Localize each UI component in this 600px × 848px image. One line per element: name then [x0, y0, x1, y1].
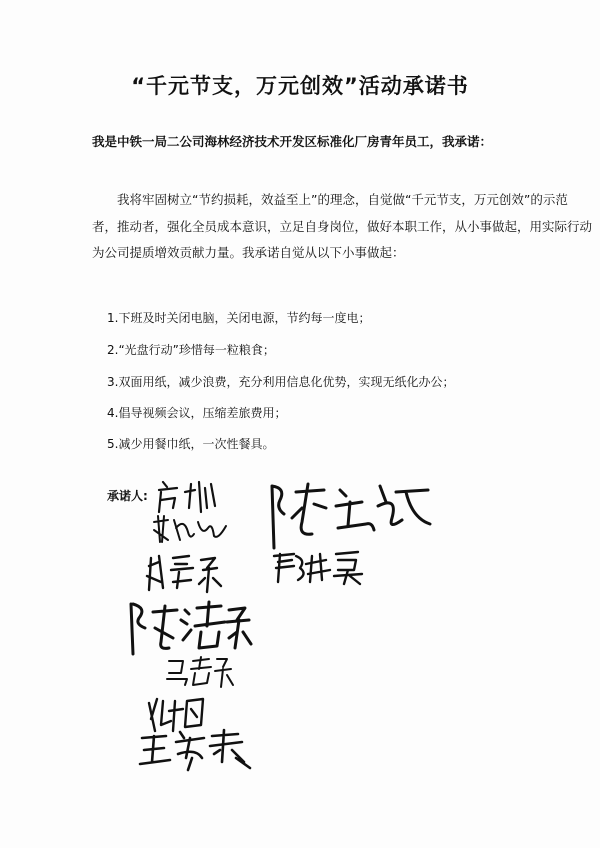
handwritten-signature	[140, 728, 260, 773]
handwritten-signature	[270, 548, 365, 588]
commitment-item: 2.“光盘行动”珍惜每一粒粮食；	[107, 343, 275, 357]
commitment-item: 1.下班及时关闭电脑，关闭电源，节约每一度电；	[107, 311, 371, 325]
handwritten-signature	[262, 478, 432, 553]
signer-label: 承诺人:	[107, 489, 148, 503]
paragraph-line: 我将牢固树立“节约损耗，效益至上”的理念，自觉做“千元节支，万元创效”的示范	[117, 192, 568, 207]
handwritten-signature	[145, 552, 225, 597]
document-title: “千元节支，万元创效”活动承诺书	[131, 74, 469, 98]
paragraph-line: 者，推动者，强化全员成本意识，立足自身岗位，做好本职工作，从小事做起，用实际行动	[92, 218, 593, 234]
commitment-item: 3.双面用纸，减少浪费，充分利用信息化优势，实现无纸化办公；	[107, 375, 455, 389]
commitment-item: 5.减少用餐巾纸，一次性餐具。	[107, 437, 275, 451]
handwritten-signature	[165, 655, 235, 689]
commitment-item: 4.倡导视频会议，压缩差旅费用；	[107, 406, 287, 420]
handwritten-signature	[150, 512, 230, 550]
paragraph-line: 为公司提质增效贡献力量。我承诺自觉从以下小事做起：	[92, 245, 405, 260]
intro-statement: 我是中铁一局二公司海林经济技术开发区标准化厂房青年员工，我承诺：	[92, 134, 493, 149]
handwritten-signature	[125, 598, 255, 658]
commitment-paragraph	[92, 187, 593, 267]
